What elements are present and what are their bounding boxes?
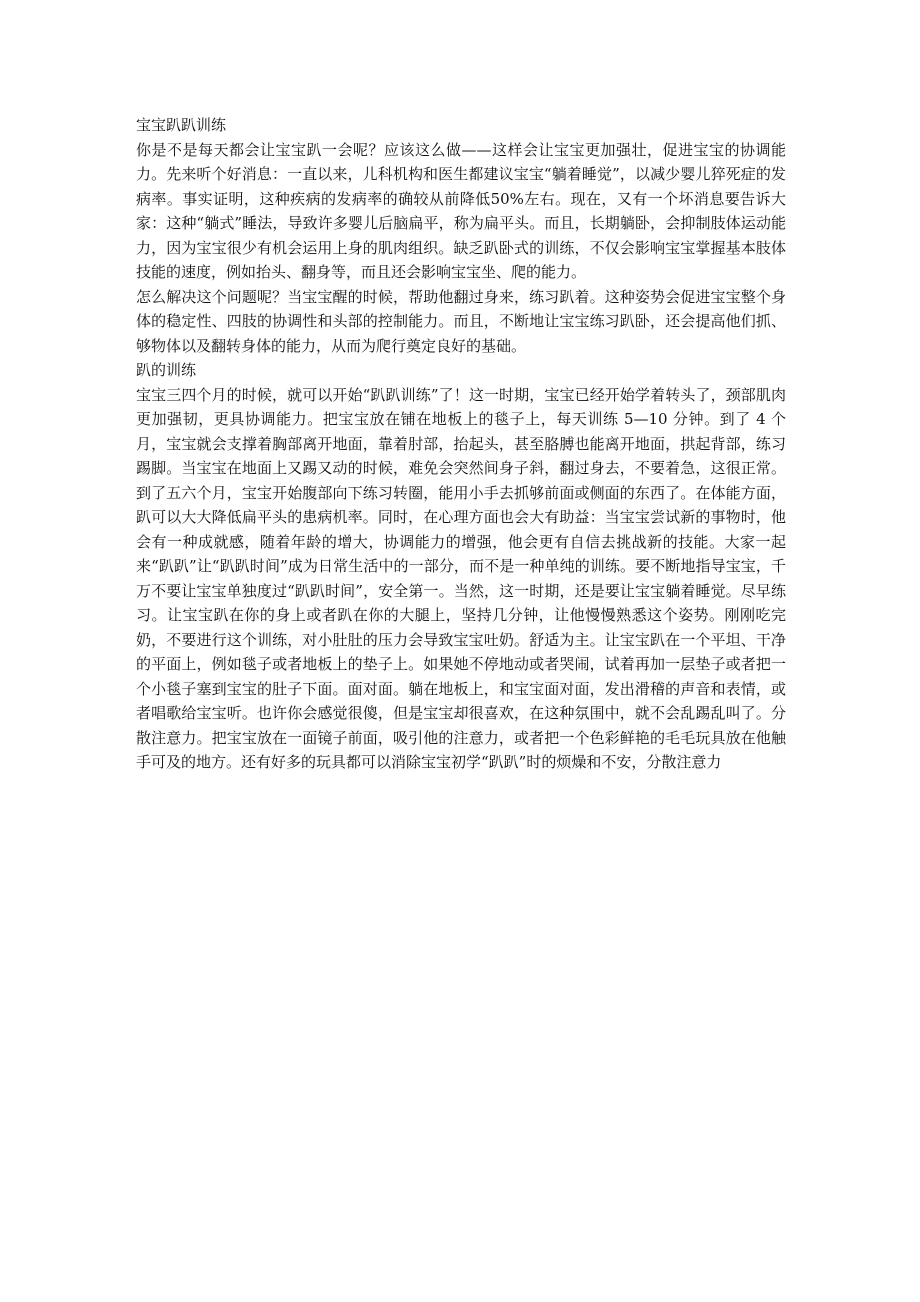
document-body [136, 113, 786, 775]
section-heading: 趴的训练 [136, 361, 197, 379]
document-title: 宝宝趴趴训练 [136, 116, 227, 134]
solution-paragraph: 怎么解决这个问题呢？当宝宝醒的时候，帮助他翻过身来，练习趴着。这种姿势会促进宝宝整个身体的稳定性、四肢的协调性和头部的控制能力。而且，不断地让宝宝练习趴卧，还会提高他们抓、够物体以及翻转身体的能力，从而为爬行奠定良好的基础。 [136, 287, 786, 355]
training-paragraph: 宝宝三四个月的时候，就可以开始“趴趴训练”了！这一时期，宝宝已经开始学着转头了，颈部肌肉更加强韧，更具协调能力。把宝宝放在铺在地板上的毯子上，每天训练 5—10 分钟。到了 4 个月，宝宝就会支撑着胸部离开地面，靠着肘部，抬起头，甚至胳膊也能离开地面，拱起背部，练习踢脚。当宝宝在地面上又踢又动的时候，难免会突然间身子斜，翻过身去，不要着急，这很正常。到了五六个月，宝宝开始腹部向下练习转圈，能用小手去抓够前面或侧面的东西了。在体能方面，趴可以大大降低扁平头的患病机率。同时，在心理方面也会大有助益：当宝宝尝试新的事物时，他会有一种成就感，随着年龄的增大，协调能力的增强，他会更有自信去挑战新的技能。大家一起来“趴趴”让“趴趴时间”成为日常生活中的一部分，而不是一种单纯的训练。要不断地指导宝宝，千万不要让宝宝单独度过“趴趴时间”，安全第一。当然，这一时期，还是要让宝宝躺着睡觉。尽早练习。让宝宝趴在你的身上或者趴在你的大腿上，坚持几分钟，让他慢慢熟悉这个姿势。刚刚吃完奶，不要进行这个训练，对小肚肚的压力会导致宝宝吐奶。舒适为主。让宝宝趴在一个平坦、干净的平面上，例如毯子或者地板上的垫子上。如果她不停地动或者哭闹，试着再加一层垫子或者把一个小毯子塞到宝宝的肚子下面。面对面。躺在地板上，和宝宝面对面，发出滑稽的声音和表情，或者唱歌给宝宝听。也许你会感觉很傻，但是宝宝却很喜欢，在这种氛围中，就不会乱踢乱叫了。分散注意力。把宝宝放在一面镜子前面，吸引他的注意力，或者把一个色彩鲜艳的毛毛玩具放在他触手可及的地方。还有好多的玩具都可以消除宝宝初学“趴趴”时的烦燥和不安，分散注意力 [136, 385, 786, 771]
intro-paragraph: 你是不是每天都会让宝宝趴一会呢？应该这么做——这样会让宝宝更加强壮，促进宝宝的协调能力。先来听个好消息：一直以来，儿科机构和医生都建议宝宝“躺着睡觉”，以减少婴儿猝死症的发病率。事实证明，这种疾病的发病率的确较从前降低50%左右。现在，又有一个坏消息要告诉大家：这种“躺式”睡法，导致许多婴儿后脑扁平，称为扁平头。而且，长期躺卧，会抑制肢体运动能力，因为宝宝很少有机会运用上身的肌肉组织。缺乏趴卧式的训练，不仅会影响宝宝掌握基本肢体技能的速度，例如抬头、翻身等，而且还会影响宝宝坐、爬的能力。 [136, 140, 786, 281]
